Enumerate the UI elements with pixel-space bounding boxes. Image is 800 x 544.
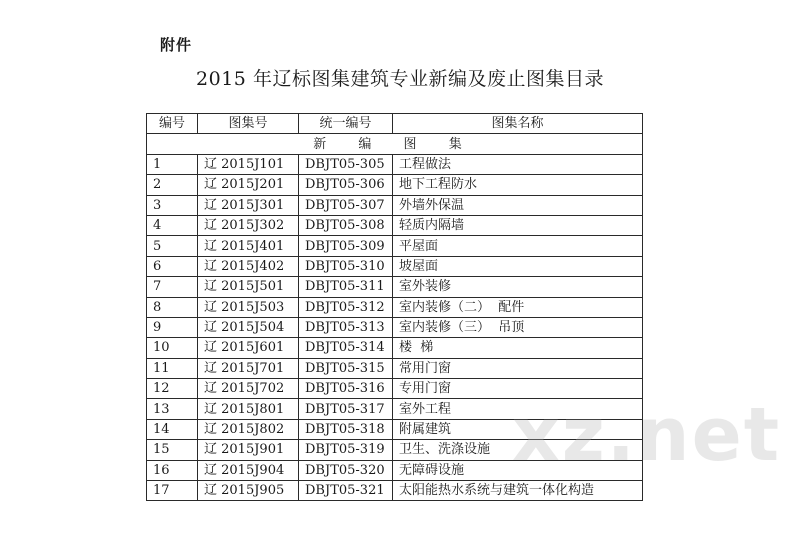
cell-atlas-no: 辽 2015J701 [198,358,299,378]
cell-atlas-name: 室内装修（二） 配件 [393,297,643,317]
cell-no: 15 [147,440,198,460]
cell-no: 3 [147,195,198,215]
atlas-catalog-table [146,113,643,501]
cell-atlas-no: 辽 2015J501 [198,277,299,297]
cell-atlas-name: 专用门窗 [393,379,643,399]
attachment-label: 附件 [160,36,193,54]
column-header-unified-no: 统一编号 [299,114,393,134]
cell-atlas-name: 工程做法 [393,154,643,174]
cell-unified-no: DBJT05-311 [299,277,393,297]
cell-atlas-no: 辽 2015J905 [198,481,299,501]
cell-atlas-name: 常用门窗 [393,358,643,378]
cell-atlas-no: 辽 2015J402 [198,256,299,276]
cell-no: 1 [147,154,198,174]
table-row [147,175,643,195]
table-row [147,399,643,419]
cell-atlas-no: 辽 2015J301 [198,195,299,215]
cell-no: 6 [147,256,198,276]
column-header-atlas-no: 图集号 [198,114,299,134]
cell-atlas-no: 辽 2015J101 [198,154,299,174]
table-row [147,460,643,480]
cell-no: 12 [147,379,198,399]
table-row [147,215,643,235]
cell-unified-no: DBJT05-309 [299,236,393,256]
cell-no: 2 [147,175,198,195]
cell-atlas-no: 辽 2015J201 [198,175,299,195]
cell-unified-no: DBJT05-306 [299,175,393,195]
cell-atlas-no: 辽 2015J503 [198,297,299,317]
table-row [147,338,643,358]
cell-no: 16 [147,460,198,480]
cell-unified-no: DBJT05-319 [299,440,393,460]
document-title: 2015 年辽标图集建筑专业新编及废止图集目录 [196,68,604,90]
section-row [147,134,643,154]
cell-no: 13 [147,399,198,419]
table-row [147,297,643,317]
cell-atlas-name: 平屋面 [393,236,643,256]
cell-atlas-no: 辽 2015J401 [198,236,299,256]
cell-unified-no: DBJT05-315 [299,358,393,378]
cell-unified-no: DBJT05-310 [299,256,393,276]
cell-atlas-no: 辽 2015J904 [198,460,299,480]
cell-atlas-name: 附属建筑 [393,419,643,439]
cell-unified-no: DBJT05-316 [299,379,393,399]
cell-unified-no: DBJT05-308 [299,215,393,235]
table-row [147,154,643,174]
cell-no: 17 [147,481,198,501]
cell-atlas-no: 辽 2015J302 [198,215,299,235]
cell-unified-no: DBJT05-320 [299,460,393,480]
cell-atlas-name: 楼 梯 [393,338,643,358]
cell-unified-no: DBJT05-314 [299,338,393,358]
cell-atlas-name: 太阳能热水系统与建筑一体化构造 [393,481,643,501]
table-row [147,256,643,276]
cell-unified-no: DBJT05-305 [299,154,393,174]
cell-no: 11 [147,358,198,378]
table-row [147,379,643,399]
cell-no: 5 [147,236,198,256]
cell-atlas-name: 无障碍设施 [393,460,643,480]
cell-no: 10 [147,338,198,358]
cell-no: 9 [147,317,198,337]
table-row [147,317,643,337]
column-header-no: 编号 [147,114,198,134]
cell-atlas-no: 辽 2015J702 [198,379,299,399]
cell-no: 4 [147,215,198,235]
table-row [147,358,643,378]
column-header-atlas-name: 图集名称 [393,114,643,134]
table-row [147,419,643,439]
cell-unified-no: DBJT05-318 [299,419,393,439]
cell-unified-no: DBJT05-313 [299,317,393,337]
cell-atlas-no: 辽 2015J504 [198,317,299,337]
table-row [147,277,643,297]
cell-no: 7 [147,277,198,297]
cell-atlas-name: 室外工程 [393,399,643,419]
cell-atlas-name: 卫生、洗涤设施 [393,440,643,460]
cell-atlas-name: 坡屋面 [393,256,643,276]
cell-unified-no: DBJT05-307 [299,195,393,215]
table-row [147,236,643,256]
cell-atlas-no: 辽 2015J801 [198,399,299,419]
cell-atlas-name: 外墙外保温 [393,195,643,215]
cell-atlas-no: 辽 2015J802 [198,419,299,439]
table-row [147,195,643,215]
cell-unified-no: DBJT05-312 [299,297,393,317]
cell-no: 8 [147,297,198,317]
table-row [147,481,643,501]
cell-atlas-no: 辽 2015J901 [198,440,299,460]
table-body [147,134,643,501]
table-row [147,440,643,460]
cell-no: 14 [147,419,198,439]
cell-atlas-name: 室内装修（三） 吊顶 [393,317,643,337]
section-label: 新 编 图 集 [147,134,643,154]
cell-atlas-name: 地下工程防水 [393,175,643,195]
watermark: xz.net [512,392,782,478]
cell-unified-no: DBJT05-317 [299,399,393,419]
cell-atlas-name: 室外装修 [393,277,643,297]
cell-atlas-name: 轻质内隔墙 [393,215,643,235]
cell-atlas-no: 辽 2015J601 [198,338,299,358]
cell-unified-no: DBJT05-321 [299,481,393,501]
table-header-row [147,114,643,134]
